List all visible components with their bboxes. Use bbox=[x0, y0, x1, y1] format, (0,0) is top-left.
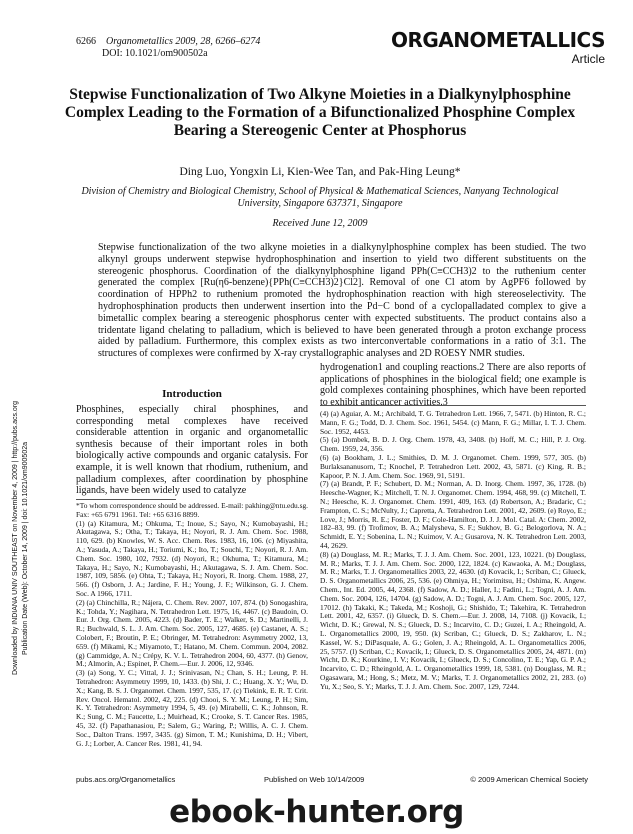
reference-item: (3) (a) Song, Y. C.; Vittal, J. J.; Srinivasan, N.; Chan, S. H.; Leung, P. H. Tetrahedron: Asymmetry 1999, 10, 1433. (b) Shi, J. C.; Huang, X. Y.; Wu, D. X.; Kang, B. S. J. Organomet. Chem. 1997, 535, 17. (c) Tiekink, E. R. T. Crit. Rev. Oncol. Hematol. 2002, 42, 225. (d) Chooi, S. Y. M.; Leung, P. H.; Sim, K. Y. Tetrahedron: Asymmetry 1994, 5, 49. (e) Mirabelli, C. K.; Johnson, R. K.; Sung, C. M.; Faucette, L.; Muirhead, K.; Crooke, S. T. Cancer Res. 1985, 45, 32. (f) Papathanasiou, P.; Salem, G.; Waring, P.; Willis, A. C. J. Chem. Soc., Dalton Trans. 1997, 3435. (g) Simon, T. M.; Kunishima, D. H.; Vibert, G. J.; Lorber, A. Cancer Res. 1981, 41, 94. bbox=[76, 668, 308, 748]
footnote-divider bbox=[320, 405, 586, 406]
reference-item: (2) (a) Chinchilla, R.; Nájera, C. Chem. Rev. 2007, 107, 874. (b) Sonogashira, K.; Tohda, Y.; Nagihara, N. Tetrahedron Lett. 1975, 16, 4467. (c) Baudoin, O. Eur. J. Org. Chem. 2005, 4223. (d) Bader, T. E.; Walker, S. D.; Martinelli, J. R.; Buchwald, S. L. J. Am. Chem. Soc. 2005, 127, 4685. (e) Castanet, A. S.; Colobert, F.; Broutin, P. E.; Obringer, M. Tetrahedron: Asymmetry 2002, 13, 659. (f) Mikami, K.; Miyamoto, T.; Hatano, M. Chem. Commun. 2004, 2082. (g) Cammidge, A. N.; Crépy, K. V. L. Tetrahedron 2004, 60, 4377. (h) Genov, M.; Almorín, A.; Espinet, P. Chem.—Eur. J. 2006, 12, 9346. bbox=[76, 597, 308, 669]
side-note-line-1: Downloaded by INDIANA UNIV SOUTHEAST on November 4, 2009 | http://pubs.acs.org bbox=[12, 400, 19, 675]
reference-item: (5) (a) Dombek, B. D. J. Org. Chem. 1978, 43, 3408. (b) Hoff, M. C.; Hill, P. J. Org. Chem. 1959, 24, 356. bbox=[320, 435, 586, 454]
reference-item: (8) (a) Douglass, M. R.; Marks, T. J. J. Am. Chem. Soc. 2001, 123, 10221. (b) Douglass, M. R.; Marks, T. J. J. Am. Chem. Soc. 2000, 122, 1824. (c) Kawaoka, A. M.; Douglass, M. R.; Marks, T. J. Organometallics 2003, 22, 4630. (d) Kovacik, I.; Scriban, C.; Glueck, D. S. Organometallics 2006, 25, 536. (e) Ohmiya, H.; Yorimitsu, H.; Oshima, K. Angew. Chem., Int. Ed. 2005, 44, 2368. (f) Sadow, A. D.; Haller, I.; Fadini, L.; Togni, A. J. Am. Chem. Soc. 2004, 126, 14704. (g) Sadow, A. D.; Togni, A. J. Am. Chem. Soc. 2005, 127, 17012. (h) Takaki, K.; Takeda, M.; Koshoji, G.; Shishido, T.; Takehira, K. Tetrahedron Lett. 2001, 42, 6357. (i) Glueck, D. S. Chem.—Eur. J. 2008, 14, 7108. (j) Kovacik, I.; Wicht, D. K.; Grewal, N. S.; Glueck, D. S.; Incarvito, C. D.; Guzei, I. A.; Rheingold, A. L. Organometallics 2000, 19, 950. (k) Scriban, C.; Glueck, D. S.; Zakharov, L. N.; Kassel, W. S.; DiPasquale, A. G.; Golen, J. A.; Rheingold, A. L. Organometallics 2006, 25, 5757. (l) Scriban, C.; Kovacik, I.; Glueck, D. S. Organometallics 2005, 24, 4871. (m) Wicht, D. K.; Kourkine, I. V.; Kovacik, I.; Glueck, D. S.; Concolino, T. E.; Yap, G. P. A.; Incarvito, C. D.; Rheingold, A. L. Organometallics 1999, 18, 5381. (n) Douglass, M. R.; Ogasawara, M.; Hong, S.; Metz, M. V.; Marks, T. J. Organometallics 2002, 21, 283. (o) Yu, X.; Seo, S. Y.; Marks, T. J. J. Am. Chem. Soc. 2007, 129, 7244. bbox=[320, 549, 586, 691]
journal-citation: Organometallics 2009, 28, 6266–6274 bbox=[106, 36, 261, 47]
paper-title: Stepwise Functionalization of Two Alkyne Moieties in a Dialkynylphosphine Complex Leading to the Formation of a Bifunctionalized Phosphine Complex Bearing a Stereogenic Center at Phosphorus bbox=[64, 86, 576, 139]
received-date: Received June 12, 2009 bbox=[272, 218, 368, 229]
journal-logo bbox=[391, 30, 605, 68]
side-note-line-2: Publication Date (Web): October 14, 2009 | doi: 10.1021/om900502a bbox=[22, 442, 29, 655]
affiliation: Division of Chemistry and Biological Chemistry, School of Physical & Mathematical Sciences, Nanyang Technological University, Singapore 637371, Singapore bbox=[81, 186, 559, 209]
abstract: Stepwise functionalization of the two alkyne moieties in a dialkynylphosphine complex has been studied. The two alkynyl groups underwent stepwise hydrophosphination and insertion to yield two different substituents on the stereogenic phosphorus. Coordination of the dialkynylphosphine ligand PPh(C≡CCH3)2 to the ruthenium center generated the complex [Ru(η6-benzene){PPh(C≡CCH3)2}Cl2]. Removal of one Cl atom by AgPF6 followed by coordination of HPPh2 to ruthenium promoted the hydrophosphination reaction with high stereoselectivity. The hydrophosphination products then underwent insertion into the Pd−C bond of a cyclopalladated complex to give a bimetallic complex bearing a stereogenic phosphorus center with expected substituents. The product contains also a tridentate ligand chelating to palladium, which is believed to have been generated through a proton exchange process aided by palladium. Furthermore, this complex exists as two interconvertable conformations in a ratio of 3:1. The structures of complexes were confirmed by X-ray crystallographic analyses and 2D ROESY NMR studies. bbox=[98, 242, 586, 360]
article-type-label: Article bbox=[571, 52, 605, 66]
section-heading-introduction: Introduction bbox=[162, 388, 222, 400]
copyright: © 2009 American Chemical Society bbox=[470, 775, 588, 784]
footnote-divider bbox=[76, 499, 176, 500]
publication-date: Published on Web 10/14/2009 bbox=[264, 775, 365, 784]
reference-item: *To whom correspondence should be addressed. E-mail: pakhing@ntu.edu.sg. Fax: +65 6791 1961. Tel: +65 6316 8899. bbox=[76, 501, 308, 519]
running-header bbox=[76, 36, 260, 60]
journal-logo-text: ORGANOMETALLICS bbox=[390, 28, 605, 52]
download-side-note bbox=[4, 255, 44, 675]
watermark: ebook-hunter.org bbox=[0, 794, 633, 828]
author-list: Ding Luo, Yongxin Li, Kien-Wee Tan, and Pak-Hing Leung* bbox=[179, 166, 461, 178]
journal-url[interactable]: pubs.acs.org/Organometallics bbox=[76, 775, 176, 784]
introduction-text: Phosphines, especially chiral phosphines, and corresponding metal complexes have received considerable attention in organic and organometallic synthesis because of their important roles in both biologically active compounds and organic catalysis. For example, it is well known that rhodium, ruthenium, and palladium complexes, after coordination by phosphine ligands, have been widely used to catalyze bbox=[76, 404, 308, 497]
reference-item: (7) (a) Brandt, P. F.; Schubert, D. M.; Norman, A. D. Inorg. Chem. 1997, 36, 1728. (b) Heesche-Wagner, K.; Mitchell, T. N. J. Organomet. Chem. 1994, 468, 99. (c) Mitchell, T. N.; Heesche, K. J. Organomet. Chem. 1991, 409, 163. (d) Robertson, A.; Bradaric, C.; Frampton, C. S.; McNulty, J.; Capretta, A. Tetrahedron Lett. 2001, 42, 2609. (e) Royo, E.; Love, J.; Morris, R. E.; Foster, D. F.; Cole-Hamilton, D. J. J. Mol. Catal. A: Chem. 2002, 182–83, 99. (f) Trofimov, B. A.; Malysheva, S. F.; Sukhov, B. G.; Belogorlova, N. A.; Schmidt, E. Y.; Sobenina, L. N.; Kuimov, V. A.; Gusarova, N. K. Tetrahedron Lett. 2003, 44, 2629. bbox=[320, 479, 586, 550]
reference-item: (1) (a) Kitamura, M.; Ohkuma, T.; Inoue, S.; Sayo, N.; Kumobayashi, H.; Akutagawa, S.; Otha, T.; Takaya, H.; Noyori, R. J. Am. Chem. Soc. 1988, 110, 629. (b) Knowles, W. S. Acc. Chem. Res. 1983, 16, 106. (c) Miyashita, A.; Yasuda, A.; Takaya, H.; Toriumi, K.; Ito, T.; Souchi, T.; Noyori, R. J. Am. Chem. Soc. 1980, 102, 7932. (d) Noyori, R.; Okhuma, T.; Kitamura, M.; Takaya, H.; Sayo, N.; Kumobayashi, H.; Akutagawa, S. J. Am. Chem. Soc. 1987, 109, 5856. (e) Ohta, T.; Takaya, H.; Noyori, R. Inorg. Chem. 1988, 27, 566. (f) Osborn, J. A.; Jardine, F. H.; Young, J. F.; Wilkinson, G. J. Chem. Soc. A 1966, 1711. bbox=[76, 518, 308, 598]
reference-item: (4) (a) Aguiar, A. M.; Archibald, T. G. Tetrahedron Lett. 1966, 7, 5471. (b) Hinton, R. C.; Mann, F. G.; Todd, D. J. Chem. Soc. 1961, 5454. (c) Mann, F. G.; Millar, I. T. J. Chem. Soc. 1952, 4453. bbox=[320, 409, 586, 436]
page-number: 6266 bbox=[76, 36, 96, 47]
references-right-column bbox=[320, 410, 586, 692]
reference-item: (6) (a) Bookham, J. L.; Smithies, D. M. J. Organomet. Chem. 1999, 577, 305. (b) Burlaksananusorn, T.; Knochel, P. Tetrahedron Lett. 2002, 43, 5871. (c) King, R. B.; Kapoor, P. N. J. Am. Chem. Soc. 1969, 91, 5191. bbox=[320, 452, 586, 480]
introduction-text-continued: hydrogenation1 and coupling reactions.2 There are also reports of applications of phosphines in the biological field; one example is gold complexes containing phosphines, which have been reported to exhibit anticancer activities.3 bbox=[320, 362, 586, 408]
references-left-column bbox=[76, 502, 308, 748]
doi[interactable]: DOI: 10.1021/om900502a bbox=[102, 48, 208, 59]
